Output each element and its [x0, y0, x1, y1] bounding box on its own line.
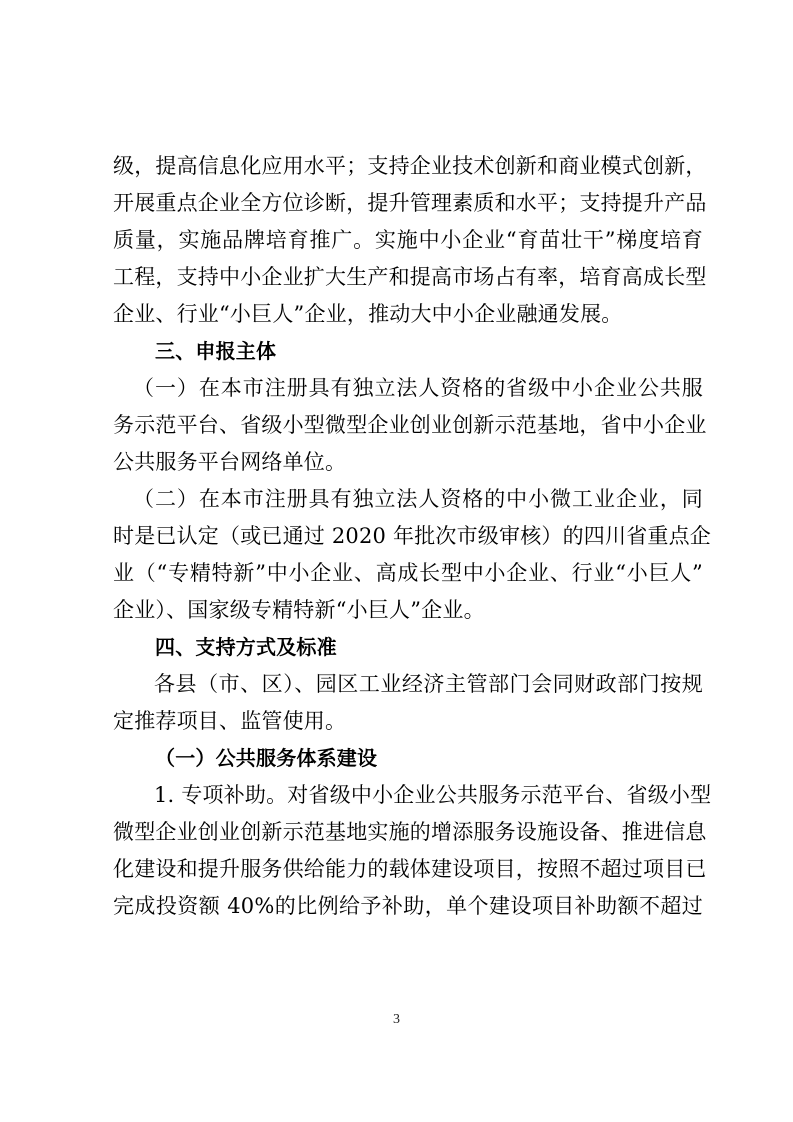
text-line: 定推荐项目、监管使用。	[113, 709, 347, 733]
text-line: 微型企业创业创新示范基地实施的增添服务设施设备、推进信息	[113, 820, 707, 844]
text-line: 务示范平台、省级小型微型企业创业创新示范基地，省中小企业	[113, 413, 707, 437]
text-line: （二）在本市注册具有独立法人资格的中小微工业企业，同	[133, 487, 703, 511]
text-line: 质量，实施品牌培育推广。实施中小企业“育苗壮干”梯度培育	[113, 228, 703, 252]
text-line: （一）在本市注册具有独立法人资格的省级中小企业公共服	[133, 376, 703, 400]
text-line: 时是已认定（或已通过 2020 年批次市级审核）的四川省重点企	[113, 524, 711, 548]
page-number: 3	[393, 1012, 400, 1027]
subsection-heading: （一）公共服务体系建设	[155, 746, 378, 770]
text-line: 业（“专精特新”中小企业、高成长型中小企业、行业“小巨人”	[113, 561, 703, 585]
text-line: 工程，支持中小企业扩大生产和提高市场占有率，培育高成长型	[113, 265, 707, 289]
text-line: 化建设和提升服务供给能力的载体建设项目，按照不超过项目已	[113, 857, 707, 881]
text-line: 开展重点企业全方位诊断，提升管理素质和水平；支持提升产品	[113, 191, 707, 215]
text-line: 完成投资额 40%的比例给予补助，单个建设项目补助额不超过	[113, 894, 703, 918]
text-line: 级，提高信息化应用水平；支持企业技术创新和商业模式创新，	[113, 154, 707, 178]
text-line: 各县（市、区）、园区工业经济主管部门会同财政部门按规	[154, 672, 703, 696]
document-body	[113, 148, 712, 925]
text-line: 公共服务平台网络单位。	[113, 450, 347, 474]
section-heading: 三、申报主体	[155, 339, 277, 363]
text-line: 企业、行业“小巨人”企业，推动大中小企业融通发展。	[113, 302, 623, 326]
section-heading: 四、支持方式及标准	[155, 635, 337, 659]
text-line: 1. 专项补助。对省级中小企业公共服务示范平台、省级小型	[154, 783, 712, 807]
text-line: 企业）、国家级专精特新“小巨人”企业。	[113, 598, 485, 622]
